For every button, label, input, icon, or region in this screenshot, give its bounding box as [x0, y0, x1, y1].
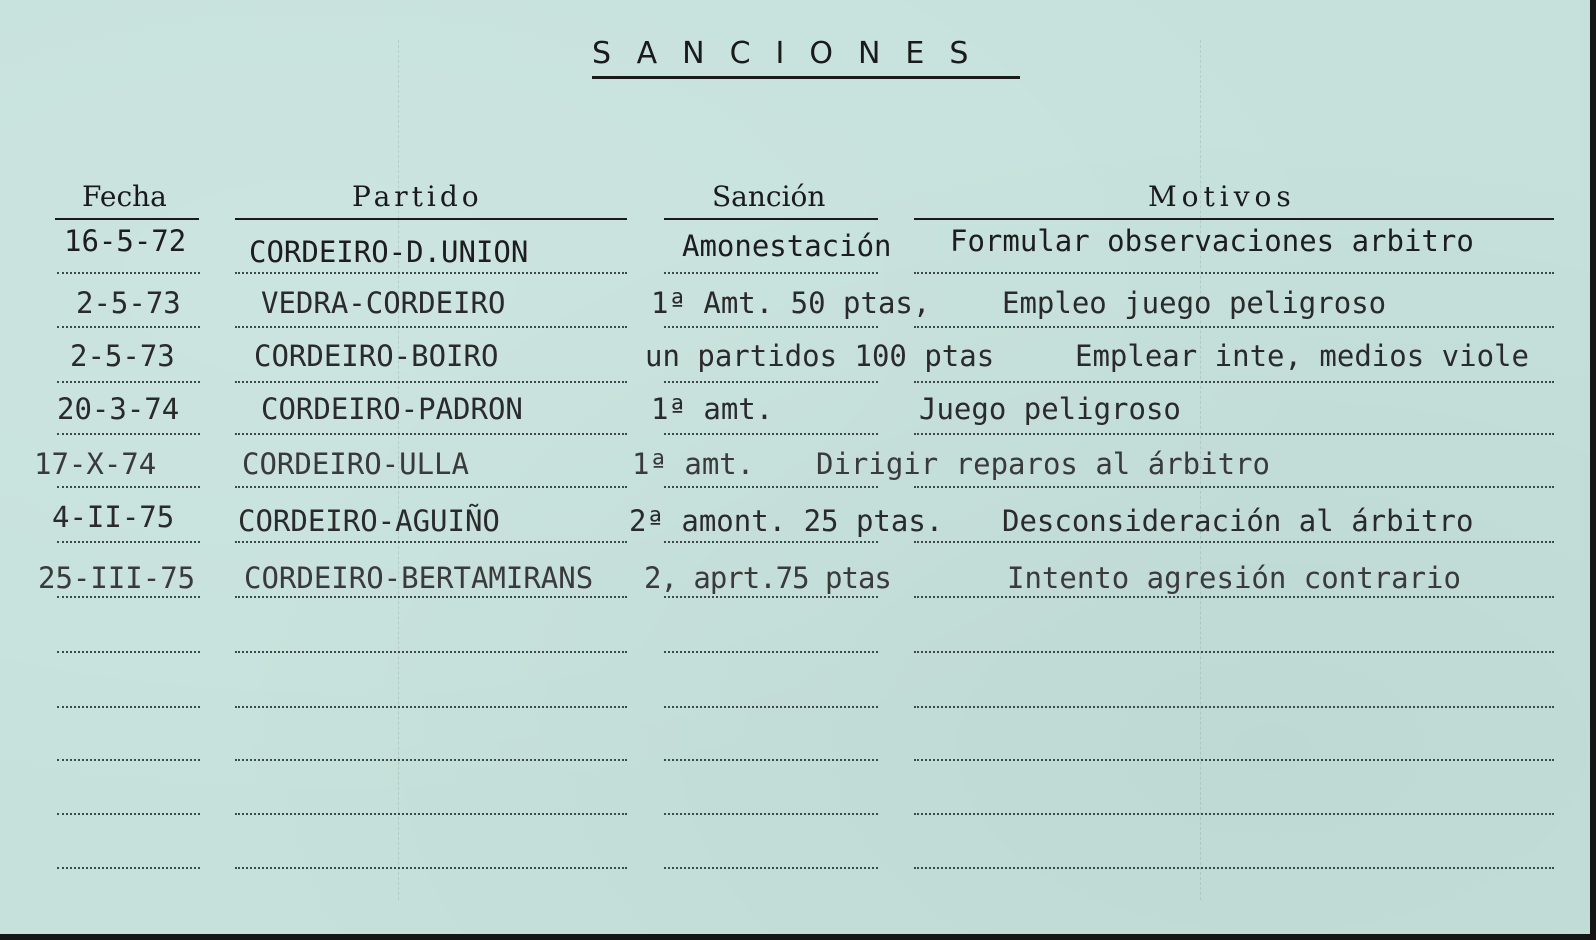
- dotted-ruled-line: [914, 326, 1554, 328]
- column-header-partido: Partido: [352, 180, 483, 213]
- dotted-ruled-line: [914, 433, 1554, 435]
- dotted-ruled-line: [914, 272, 1554, 274]
- dotted-ruled-line: [57, 381, 200, 383]
- dotted-ruled-line: [57, 326, 200, 328]
- dotted-ruled-line: [57, 272, 200, 274]
- row-7-fecha: 25-III-75: [38, 561, 196, 595]
- row-2-fecha: 2-5-73: [76, 286, 181, 320]
- dotted-ruled-line: [664, 706, 878, 708]
- dotted-ruled-line: [235, 486, 627, 488]
- dotted-ruled-line: [664, 326, 878, 328]
- dotted-ruled-line: [57, 706, 200, 708]
- dotted-ruled-line: [664, 381, 878, 383]
- dotted-ruled-line: [914, 813, 1554, 815]
- column-header-sancion: Sanción: [712, 180, 826, 213]
- dotted-ruled-line: [57, 813, 200, 815]
- dotted-ruled-line: [235, 867, 627, 869]
- dotted-ruled-line: [914, 596, 1554, 598]
- dotted-ruled-line: [235, 813, 627, 815]
- row-1-partido: CORDEIRO-D.UNION: [249, 235, 529, 269]
- dotted-ruled-line: [914, 867, 1554, 869]
- row-2-motivos: Empleo juego peligroso: [1002, 286, 1387, 320]
- dotted-ruled-line: [235, 272, 627, 274]
- row-6-fecha: 4-II-75: [52, 500, 175, 534]
- column-header-fecha: Fecha: [82, 180, 167, 213]
- dotted-ruled-line: [914, 541, 1554, 543]
- dotted-ruled-line: [57, 867, 200, 869]
- row-7-partido: CORDEIRO-BERTAMIRANS: [244, 561, 594, 595]
- dotted-ruled-line: [235, 541, 627, 543]
- row-5-fecha: 17-X-74: [34, 447, 157, 481]
- row-6-motivos: Desconsideración al árbitro: [1002, 504, 1474, 538]
- dotted-ruled-line: [235, 651, 627, 653]
- row-7-sancion: 2, aprt.75 ptas: [644, 561, 891, 595]
- card-title: SANCIONES: [592, 36, 994, 71]
- row-5-partido: CORDEIRO-ULLA: [242, 447, 469, 481]
- row-5-motivos: Dirigir reparos al árbitro: [816, 447, 1270, 481]
- dotted-ruled-line: [57, 651, 200, 653]
- dotted-ruled-line: [57, 433, 200, 435]
- dotted-ruled-line: [664, 651, 878, 653]
- dotted-ruled-line: [914, 759, 1554, 761]
- row-1-fecha: 16-5-72: [64, 224, 187, 258]
- row-4-sancion: 1ª amt.: [651, 392, 774, 426]
- dotted-ruled-line: [914, 651, 1554, 653]
- dotted-ruled-line: [57, 596, 200, 598]
- row-3-fecha: 2-5-73: [70, 339, 175, 373]
- dotted-ruled-line: [57, 541, 200, 543]
- row-4-partido: CORDEIRO-PADRON: [261, 392, 523, 426]
- header-rule-partido: [235, 218, 627, 220]
- dotted-ruled-line: [235, 759, 627, 761]
- column-header-motivos: Motivos: [1148, 180, 1296, 213]
- dotted-ruled-line: [664, 759, 878, 761]
- row-6-partido: CORDEIRO-AGUIÑO: [238, 504, 500, 538]
- row-3-motivos: Emplear inte, medios viole: [1075, 339, 1529, 373]
- dotted-ruled-line: [664, 813, 878, 815]
- dotted-ruled-line: [914, 381, 1554, 383]
- row-6-sancion: 2ª amont. 25 ptas.: [629, 504, 944, 538]
- row-7-motivos: Intento agresión contrario: [1007, 561, 1461, 595]
- title-underline: [592, 76, 1020, 79]
- dotted-ruled-line: [57, 486, 200, 488]
- dotted-ruled-line: [235, 326, 627, 328]
- dotted-ruled-line: [235, 706, 627, 708]
- row-3-partido: CORDEIRO-BOIRO: [254, 339, 499, 373]
- dotted-ruled-line: [664, 596, 878, 598]
- row-3-sancion: un partidos 100 ptas: [645, 339, 995, 373]
- header-rule-sancion: [664, 218, 878, 220]
- row-2-sancion: 1ª Amt. 50 ptas,: [651, 286, 931, 320]
- header-rule-motivos: [914, 218, 1554, 220]
- dotted-ruled-line: [57, 759, 200, 761]
- dotted-ruled-line: [664, 541, 878, 543]
- header-rule-fecha: [55, 218, 199, 220]
- row-4-motivos: Juego peligroso: [919, 392, 1181, 426]
- dotted-ruled-line: [664, 272, 878, 274]
- dotted-ruled-line: [235, 433, 627, 435]
- row-5-sancion: 1ª amt.: [632, 447, 755, 481]
- dotted-ruled-line: [664, 867, 878, 869]
- dotted-ruled-line: [235, 381, 627, 383]
- dotted-ruled-line: [914, 706, 1554, 708]
- row-2-partido: VEDRA-CORDEIRO: [261, 286, 506, 320]
- dotted-ruled-line: [664, 486, 878, 488]
- dotted-ruled-line: [235, 596, 627, 598]
- row-1-motivos: Formular observaciones arbitro: [950, 224, 1474, 258]
- row-1-sancion: Amonestación: [682, 229, 892, 263]
- dotted-ruled-line: [914, 486, 1554, 488]
- row-4-fecha: 20-3-74: [57, 392, 180, 426]
- dotted-ruled-line: [664, 433, 878, 435]
